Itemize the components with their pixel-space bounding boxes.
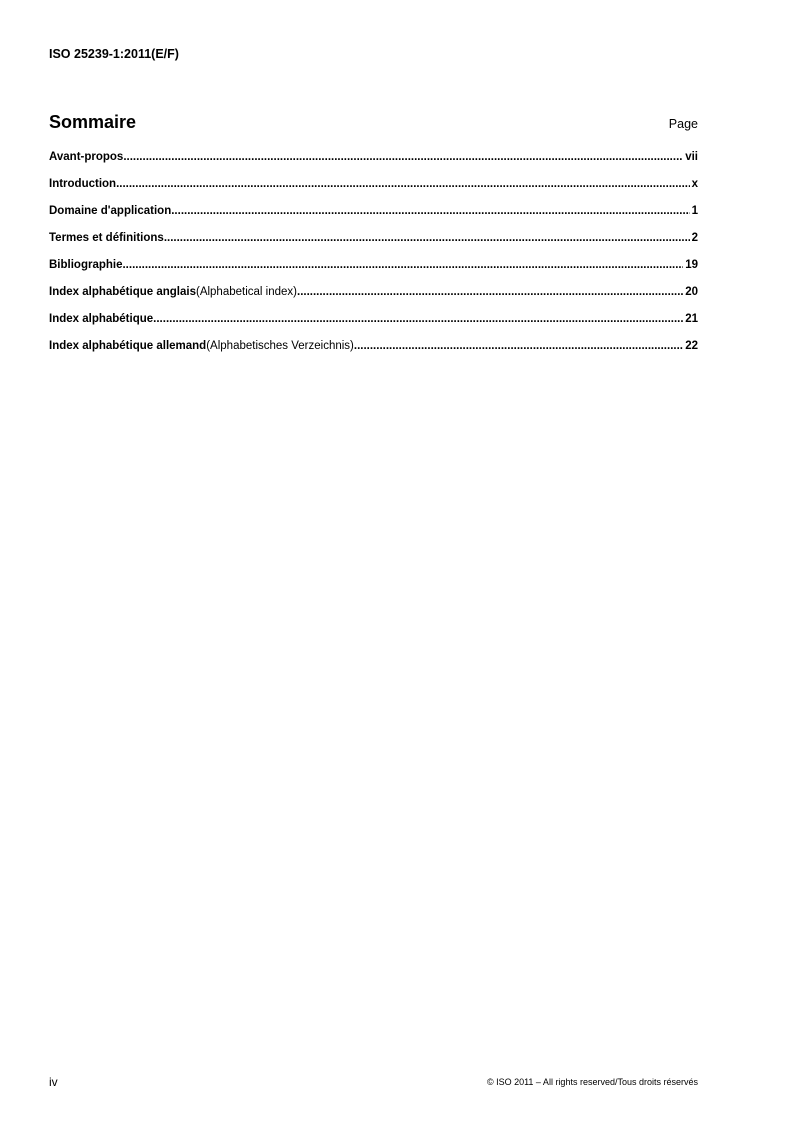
toc-entry-page: 2 (691, 232, 698, 244)
toc-entry-index[interactable] (49, 313, 698, 340)
toc-header (49, 112, 698, 136)
toc-leader-dots (354, 340, 683, 352)
toc-entry-termes[interactable] (49, 232, 698, 259)
toc-entry-page: 22 (685, 340, 698, 352)
toc-entry-label: Index alphabétique anglais (49, 286, 196, 298)
toc-entry-page: vii (685, 151, 698, 163)
footer-copyright: © ISO 2011 – All rights reserved/Tous droits réservés (486, 1077, 698, 1087)
toc-entry-page: 20 (685, 286, 698, 298)
document-id: ISO 25239-1:2011(E/F) (49, 47, 179, 61)
toc-entry-bibliographie[interactable] (49, 259, 698, 286)
toc-entry-label: Bibliographie (49, 259, 123, 271)
toc-leader-dots (116, 178, 690, 190)
toc-entry-label: Domaine d'application (49, 205, 172, 217)
table-of-contents (49, 151, 698, 367)
toc-entry-label: Introduction (49, 178, 117, 190)
toc-entry-label: Index alphabétique (49, 313, 154, 325)
toc-entry-index-allemand[interactable] (49, 340, 698, 367)
toc-entry-page: x (691, 178, 698, 190)
toc-entry-page: 19 (685, 259, 698, 271)
toc-entry-sublabel: (Alphabetisches Verzeichnis) (206, 340, 354, 352)
footer-page-number: iv (49, 1075, 58, 1089)
toc-entry-domaine[interactable] (49, 205, 698, 232)
toc-leader-dots (297, 286, 683, 298)
toc-entry-page: 1 (691, 205, 698, 217)
toc-entry-page: 21 (685, 313, 698, 325)
toc-leader-dots (122, 259, 683, 271)
toc-entry-avant-propos[interactable] (49, 151, 698, 178)
toc-title: Sommaire (49, 112, 137, 132)
toc-entry-sublabel: (Alphabetical index) (195, 286, 297, 298)
toc-entry-index-anglais[interactable] (49, 286, 698, 313)
toc-leader-dots (171, 205, 689, 217)
toc-leader-dots (153, 313, 683, 325)
toc-entry-introduction[interactable] (49, 178, 698, 205)
toc-leader-dots (123, 151, 683, 163)
toc-entry-label: Index alphabétique allemand (49, 340, 207, 352)
toc-leader-dots (164, 232, 690, 244)
toc-entry-label: Avant-propos (49, 151, 124, 163)
toc-entry-label: Termes et définitions (49, 232, 164, 244)
toc-page-column-label: Page (668, 117, 698, 131)
